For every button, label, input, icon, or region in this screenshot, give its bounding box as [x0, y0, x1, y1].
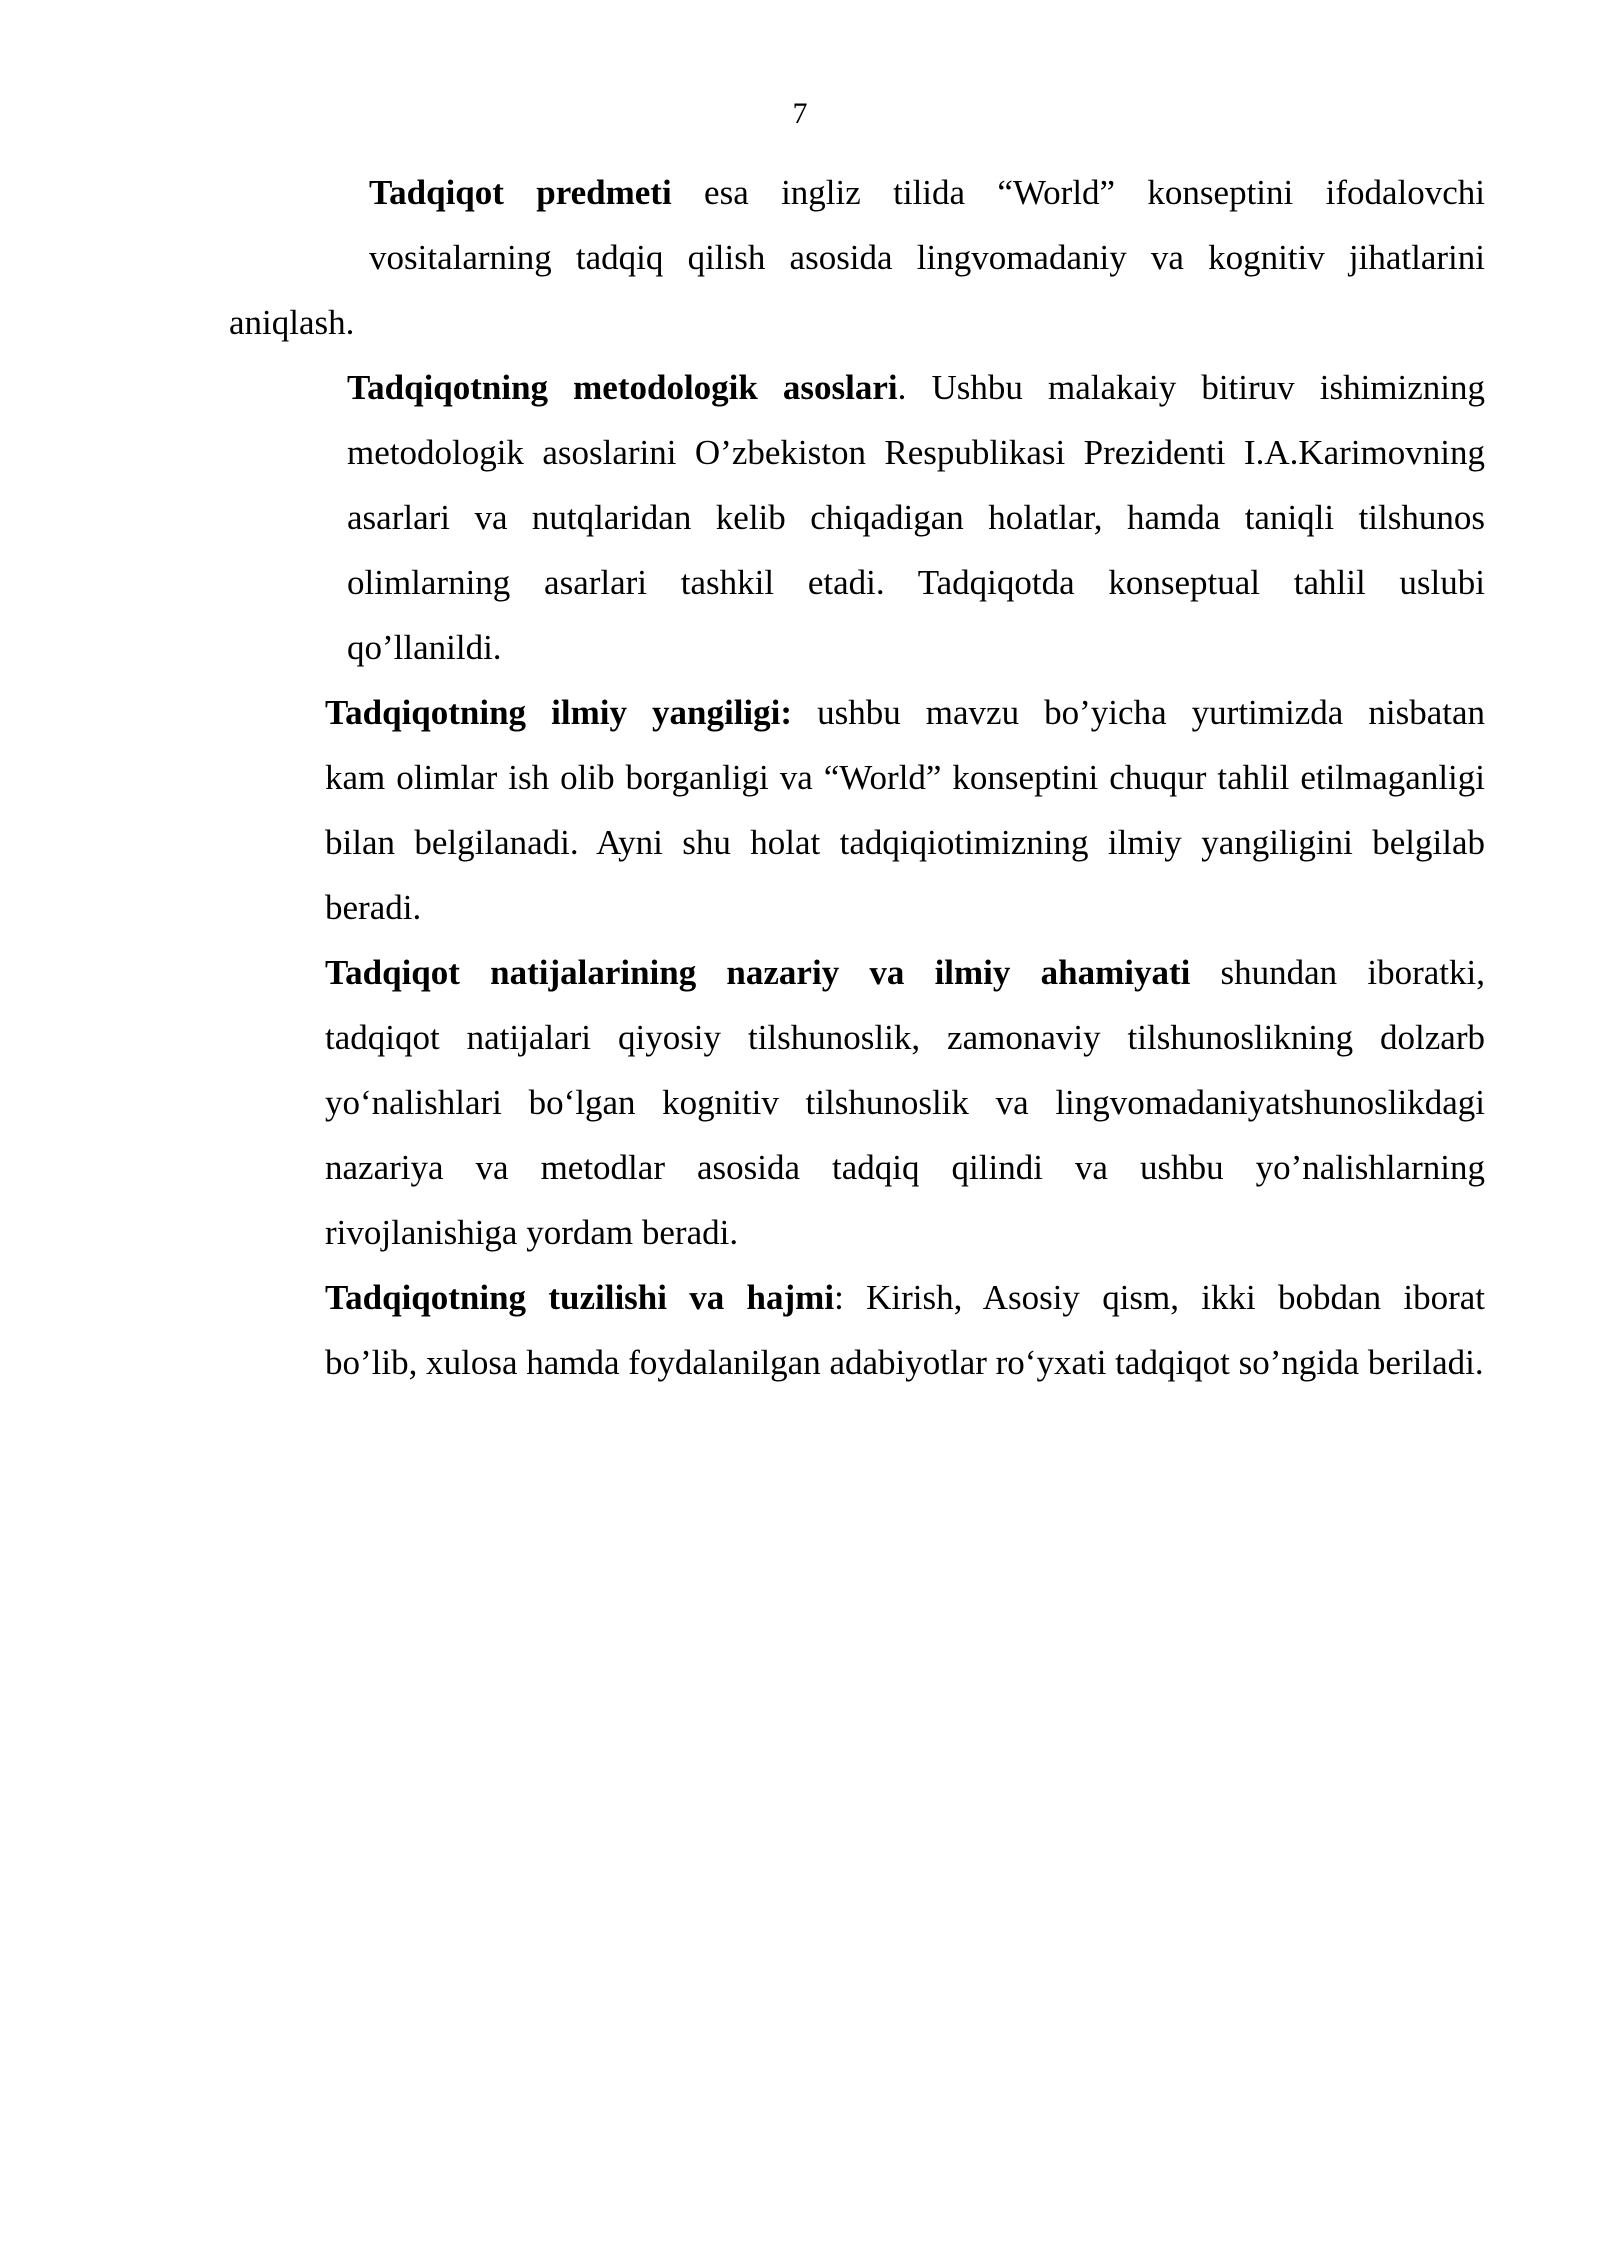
paragraph-text: yo‘nalishlari bo‘lgan kognitiv tilshunoslik va lingvomadaniyatshunoslikdagi — [325, 1083, 1485, 1122]
paragraph-significance — [229, 940, 1485, 1265]
paragraph-heading: Tadqiqotning tuzilishi va hajmi — [325, 1278, 835, 1317]
paragraph-text: ushbu mavzu bo’yicha yurtimizda nisbatan — [792, 693, 1485, 732]
paragraph-text: nazariya va metodlar asosida tadqiq qilindi va ushbu yo’nalishlarning — [325, 1148, 1485, 1187]
paragraph-heading: Tadqiqotning ilmiy yangiligi: — [325, 693, 793, 732]
paragraph-methodology — [229, 355, 1485, 680]
paragraph-text: olimlarning asarlari tashkil etadi. Tadqiqotda konseptual tahlil uslubi — [347, 563, 1485, 602]
paragraph-heading: Tadqiqotning metodologik asoslari — [347, 368, 898, 407]
paragraph-text: kam olimlar ish olib borganligi va “World” konseptini chuqur tahlil etilmaganligi — [325, 758, 1485, 797]
paragraph-text: tadqiqot natijalari qiyosiy tilshunoslik, zamonaviy tilshunoslikning dolzarb — [325, 1018, 1485, 1057]
paragraph-text: bilan belgilanadi. Ayni shu holat tadqiqiotimizning ilmiy yangiligini belgilab — [325, 823, 1485, 862]
paragraph-text: beradi. — [325, 888, 422, 927]
paragraph-text: shundan iboratki, — [1190, 953, 1485, 992]
paragraph-text: metodologik asoslarini O’zbekiston Respublikasi Prezidenti I.A.Karimovning — [347, 433, 1485, 472]
paragraph-text: asarlari va nutqlaridan kelib chiqadigan holatlar, hamda taniqli tilshunos — [347, 498, 1485, 537]
paragraph-text: bo’lib, xulosa hamda foydalanilgan adabiyotlar ro‘yxati tadqiqot so’ngida beriladi. — [325, 1343, 1484, 1382]
paragraph-text: : Kirish, Asosiy qism, ikki bobdan iborat — [834, 1278, 1485, 1317]
body-text — [229, 160, 1485, 1395]
paragraph-text: qo’llanildi. — [347, 628, 502, 667]
paragraph-text: esa ingliz tilida “World” konseptini ifodalovchi — [671, 173, 1485, 212]
paragraph-text: . Ushbu malakaiy bitiruv ishimizning — [897, 368, 1486, 407]
paragraph-scientific-novelty — [229, 680, 1485, 940]
paragraph-heading: Tadqiqot predmeti — [369, 173, 672, 212]
paragraph-text: vositalarning tadqiq qilish asosida lingvomadaniy va kognitiv jihatlarini aniqlash. — [229, 238, 1485, 342]
paragraph-text: rivojlanishiga yordam beradi. — [325, 1213, 739, 1252]
page-number: 7 — [792, 97, 808, 130]
paragraph-structure — [229, 1265, 1485, 1395]
paragraph-research-subject — [229, 160, 1485, 355]
paragraph-heading: Tadqiqot natijalarining nazariy va ilmiy ahamiyati — [325, 953, 1191, 992]
